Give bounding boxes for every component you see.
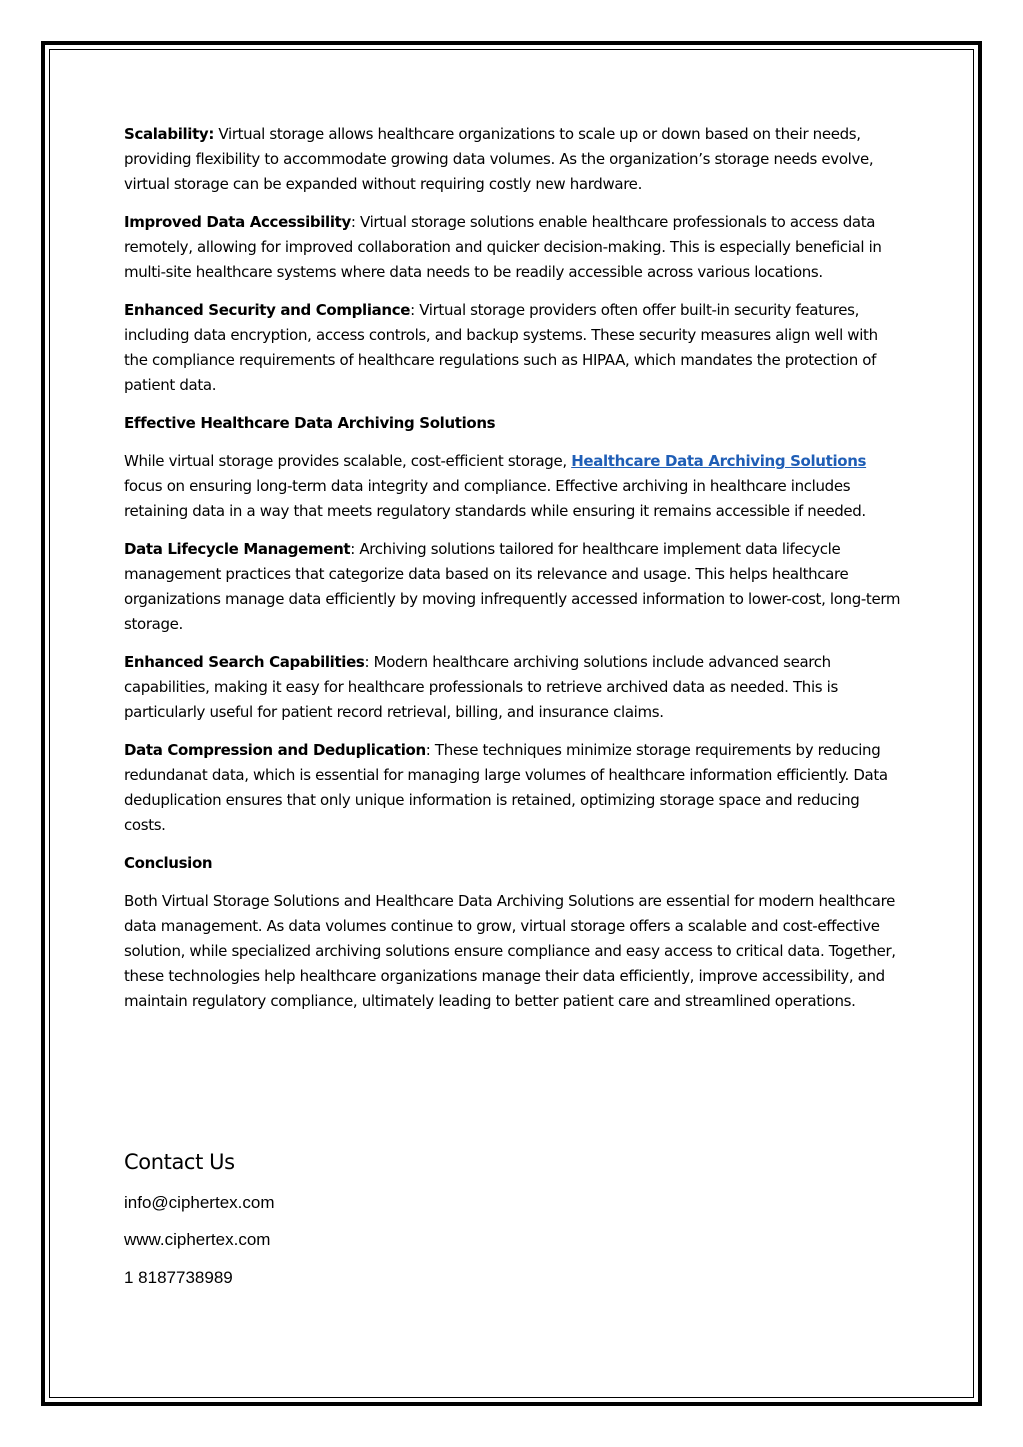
conclusion-heading-text: Conclusion [124,854,213,872]
contact-heading: Contact Us [124,1150,235,1174]
contact-phone: 1 8187738989 [124,1268,233,1287]
archiving-intro-after: focus on ensuring long-term data integrity and compliance. Effective archiving in healthcare includes retaining data in a way that meets regulatory standards while ensuring it remains accessible if needed. [124,477,866,520]
search-text: : Modern healthcare archiving solutions include advanced search capabilities, making it easy for healthcare professionals to retrieve archived data as needed. This is particularly useful for patient record retrieval, billing, and insurance claims. [124,653,838,721]
accessibility-term: Improved Data Accessibility [124,213,351,231]
contact-email[interactable]: info@ciphertex.com [124,1193,275,1212]
security-text: : Virtual storage providers often offer built-in security features, including data encryption, access controls, and backup systems. These security measures align well with the compliance requirements of healthcare regulations such as HIPAA, which mandates the protection of patient data. [124,301,878,394]
accessibility-paragraph [124,210,904,285]
archiving-solutions-link[interactable]: Healthcare Data Archiving Solutions [571,452,867,470]
scalability-term: Scalability: [124,125,214,143]
security-paragraph [124,298,904,398]
lifecycle-text: : Archiving solutions tailored for healthcare implement data lifecycle management practices that categorize data based on its relevance and usage. This helps healthcare organizations manage data efficiently by moving infrequently accessed information to lower-cost, long-term storage. [124,540,901,633]
scalability-text: Virtual storage allows healthcare organizations to scale up or down based on their needs, providing flexibility to accommodate growing data volumes. As the organization’s storage needs evolve, virtual storage can be expanded without requiring costly new hardware. [124,125,874,193]
security-term: Enhanced Security and Compliance [124,301,411,319]
scalability-paragraph [124,122,904,197]
search-term: Enhanced Search Capabilities [124,653,365,671]
compression-text: : These techniques minimize storage requirements by reducing redundanat data, which is essential for managing large volumes of healthcare information efficiently. Data deduplication ensures that only unique information is retained, optimizing storage space and reducing costs. [124,741,888,834]
lifecycle-term: Data Lifecycle Management [124,540,351,558]
conclusion-heading [124,851,904,876]
archiving-intro-paragraph [124,449,904,524]
archiving-heading-text: Effective Healthcare Data Archiving Solutions [124,414,496,432]
contact-website[interactable]: www.ciphertex.com [124,1230,271,1249]
document-body [124,122,904,1027]
compression-paragraph [124,738,904,838]
conclusion-paragraph: Both Virtual Storage Solutions and Healthcare Data Archiving Solutions are essential for modern healthcare data management. As data volumes continue to grow, virtual storage offers a scalable and cost-effective solution, while specialized archiving solutions ensure compliance and easy access to critical data. Together, these technologies help healthcare organizations manage their data efficiently, improve accessibility, and maintain regulatory compliance, ultimately leading to better patient care and streamlined operations. [124,892,896,1010]
archiving-intro-before: While virtual storage provides scalable, cost-efficient storage, [124,452,572,470]
compression-term: Data Compression and Deduplication [124,741,426,759]
archiving-heading [124,411,904,436]
lifecycle-paragraph [124,537,904,637]
accessibility-text: : Virtual storage solutions enable healthcare professionals to access data remotely, allowing for improved collaboration and quicker decision-making. This is especially beneficial in multi-site healthcare systems where data needs to be readily accessible across various locations. [124,213,882,281]
search-paragraph [124,650,904,725]
